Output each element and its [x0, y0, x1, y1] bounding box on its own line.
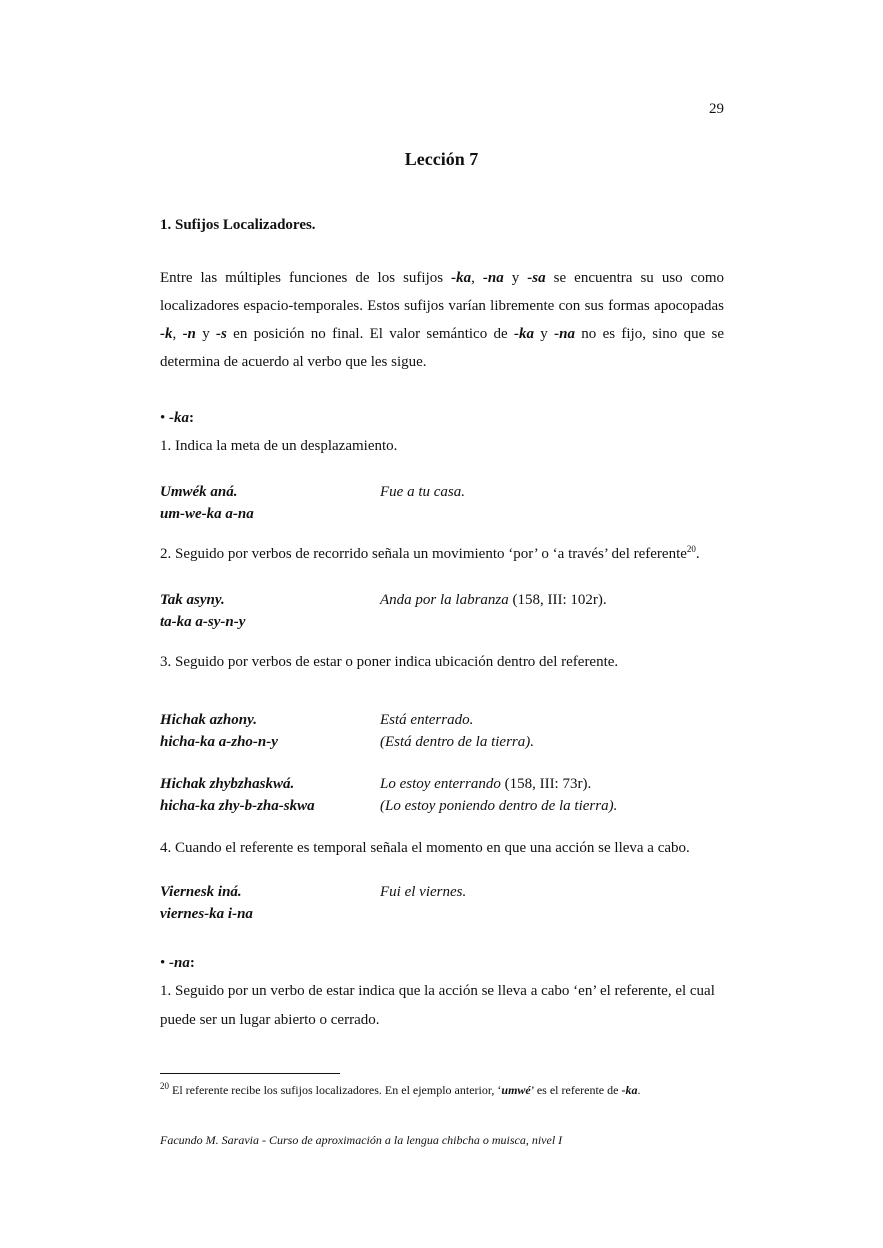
example-form: Hichak azhony. — [160, 712, 257, 728]
example-1-translation — [380, 481, 465, 503]
ka-item-1: 1. Indica la meta de un desplazamiento. — [160, 438, 398, 454]
ka-item-2 — [160, 546, 700, 563]
example-2-translation — [380, 589, 607, 611]
colon: : — [189, 410, 195, 426]
footnote-divider — [160, 1073, 340, 1074]
footnote-suffix: -ka — [621, 1083, 638, 1097]
item-text: 2. Seguido por verbos de recorrido señala un movimiento ‘por’ o ‘a través’ del referente — [160, 546, 687, 562]
footnote-ref[interactable]: 20 — [686, 544, 696, 554]
conj: y — [195, 326, 217, 342]
bullet: • — [160, 955, 166, 971]
bullet: • — [160, 410, 166, 426]
period: . — [695, 546, 700, 562]
suffix-ka: -ka — [451, 270, 472, 286]
intro-text-2: se encuentra su uso como localizadores espacio-temporales. Estos sufijos varían libremente con sus formas apocopadas — [160, 270, 725, 314]
example-4-left — [160, 773, 315, 817]
period: . — [637, 1083, 641, 1097]
colon: : — [189, 955, 195, 971]
example-3-translation — [380, 709, 534, 753]
example-2-left — [160, 589, 245, 633]
footnote-text: ’ es el referente de — [530, 1083, 622, 1097]
suffix-k: -k — [160, 326, 173, 342]
conj: y — [533, 326, 555, 342]
intro-text-4: no es fijo, sino que se determina de acuerdo al verbo que les sigue. — [160, 326, 725, 370]
bullet-na-heading — [160, 955, 195, 972]
example-gloss: viernes-ka i-na — [160, 906, 253, 922]
na-item-1-line-1: 1. Seguido por un verbo de estar indica que la acción se lleva a cabo ‘en’ el referente, el cual — [160, 983, 715, 999]
example-form: Hichak zhybzhaskwá. — [160, 776, 295, 792]
suffix-s: -s — [216, 326, 227, 342]
example-4-translation — [380, 773, 617, 817]
footnote — [160, 1083, 640, 1098]
example-3-left — [160, 709, 278, 753]
example-1-left — [160, 481, 254, 525]
na-item-1-line-2: puede ser un lugar abierto o cerrado. — [160, 1012, 380, 1028]
suffix-ka: -ka — [169, 410, 190, 426]
footnote-text: El referente recibe los sufijos localizadores. En el ejemplo anterior, ‘ — [169, 1083, 502, 1097]
example-5-left — [160, 881, 253, 925]
translation-paraphrase: (Está dentro de la tierra). — [380, 734, 535, 750]
translation: Anda por la labranza — [380, 592, 509, 608]
bullet-ka-heading — [160, 410, 194, 427]
translation-paraphrase: (Lo estoy poniendo dentro de la tierra). — [380, 798, 618, 814]
source-ref: (158, III: 102r). — [508, 592, 607, 608]
example-gloss: hicha-ka a-zho-n-y — [160, 734, 278, 750]
footnote-word: umwé — [501, 1083, 531, 1097]
intro-text-1: Entre las múltiples funciones de los sufijos — [160, 270, 452, 286]
footnote-number: 20 — [160, 1081, 169, 1091]
comma: , — [471, 270, 483, 286]
translation: Fui el viernes. — [380, 884, 467, 900]
example-5-translation — [380, 881, 466, 903]
example-form: Tak asyny. — [160, 592, 225, 608]
example-gloss: hicha-ka zhy-b-zha-skwa — [160, 798, 315, 814]
ka-item-3: 3. Seguido por verbos de estar o poner indica ubicación dentro del referente. — [160, 654, 619, 670]
intro-paragraph — [160, 264, 724, 376]
example-form: Umwék aná. — [160, 484, 238, 500]
example-gloss: ta-ka a-sy-n-y — [160, 614, 246, 630]
suffix-na: -na — [169, 955, 190, 971]
comma: , — [172, 326, 183, 342]
lesson-title: Lección 7 — [404, 149, 479, 169]
translation: Está enterrado. — [380, 712, 474, 728]
suffix-n: -n — [182, 326, 196, 342]
suffix-ka: -ka — [513, 326, 534, 342]
suffix-na: -na — [554, 326, 575, 342]
intro-text-3: en posición no final. El valor semántico de — [226, 326, 514, 342]
ka-item-4: 4. Cuando el referente es temporal señala el momento en que una acción se lleva a cabo. — [160, 840, 690, 856]
suffix-sa: -sa — [527, 270, 546, 286]
translation: Lo estoy enterrando — [380, 776, 501, 792]
source-ref: (158, III: 73r). — [500, 776, 592, 792]
example-gloss: um-we-ka a-na — [160, 506, 254, 522]
conj: y — [503, 270, 528, 286]
example-form: Viernesk iná. — [160, 884, 242, 900]
section-heading: 1. Sufijos Localizadores. — [160, 217, 316, 233]
suffix-na: -na — [482, 270, 504, 286]
translation: Fue a tu casa. — [380, 484, 465, 500]
page-number: 29 — [709, 101, 724, 117]
page-footer: Facundo M. Saravia - Curso de aproximación a la lengua chibcha o muisca, nivel I — [160, 1133, 563, 1147]
